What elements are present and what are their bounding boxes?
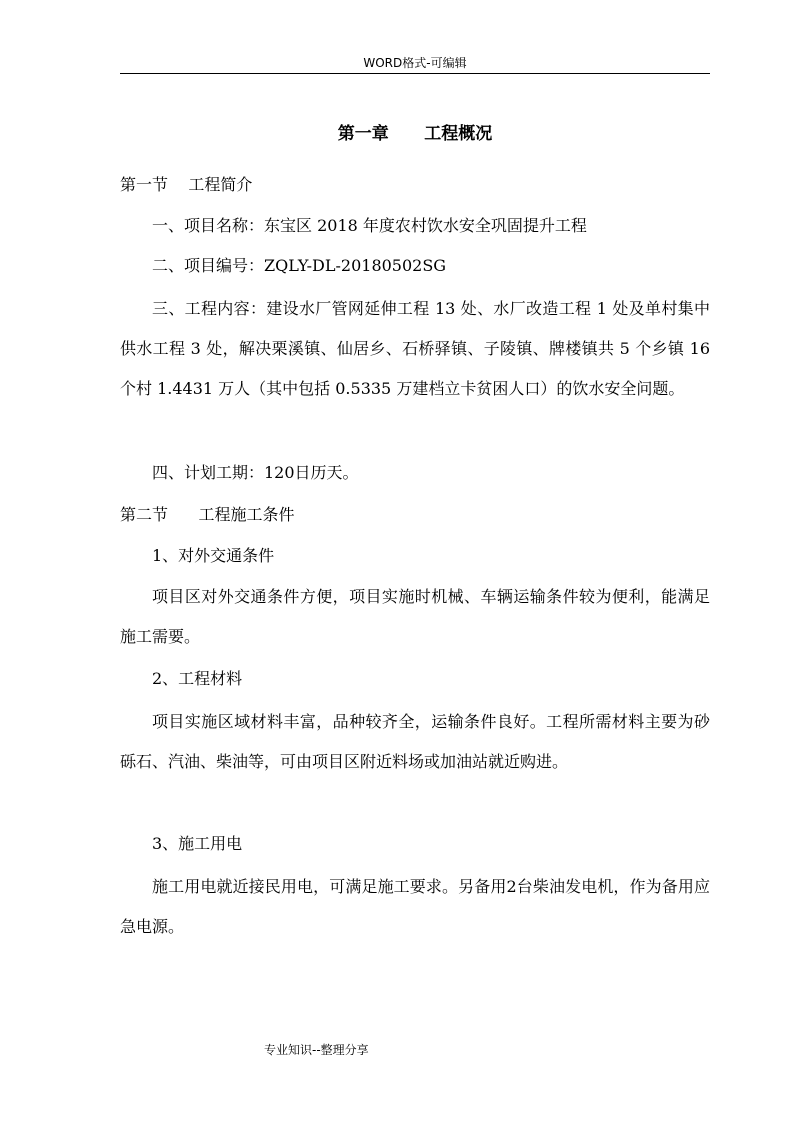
page-header: WORD格式-可编辑 bbox=[363, 56, 467, 70]
materials-paragraph: 项目实施区域材料丰富，品种较齐全，运输条件良好。工程所需材料主要为砂砾石、汽油、柴油等，可由项目区附近料场或加油站就近购进。 bbox=[120, 712, 710, 771]
page-footer: 专业知识--整理分享 bbox=[264, 1043, 369, 1057]
project-number-line: 二、项目编号：ZQLY-DL-20180502SG bbox=[152, 256, 447, 275]
transport-subheading: 1、对外交通条件 bbox=[152, 546, 275, 565]
transport-paragraph: 项目区对外交通条件方便，项目实施时机械、车辆运输条件较为便利，能满足施工需要。 bbox=[120, 587, 710, 646]
project-name-line: 一、项目名称：东宝区 2018 年度农村饮水安全巩固提升工程 bbox=[152, 216, 587, 235]
section-heading-1: 第一节 工程简介 bbox=[120, 175, 253, 194]
chapter-title: 第一章 工程概况 bbox=[337, 124, 493, 144]
planned-duration-line: 四、计划工期：120日历天。 bbox=[152, 463, 359, 482]
section-heading-2: 第二节 工程施工条件 bbox=[120, 505, 295, 524]
header-divider bbox=[120, 73, 710, 74]
electricity-subheading: 3、施工用电 bbox=[152, 834, 243, 853]
project-content-paragraph: 三、工程内容：建设水厂管网延伸工程 13 处、水厂改造工程 1 处及单村集中供水工程 3 处，解决栗溪镇、仙居乡、石桥驿镇、子陵镇、牌楼镇共 5 个乡镇 16 个村 1.4431 万人（其中包括 0.5335 万建档立卡贫困人口）的饮水安全问题。 bbox=[120, 299, 710, 398]
electricity-paragraph: 施工用电就近接民用电，可满足施工要求。另备用2台柴油发电机，作为备用应急电源。 bbox=[120, 877, 710, 936]
materials-subheading: 2、工程材料 bbox=[152, 669, 243, 688]
